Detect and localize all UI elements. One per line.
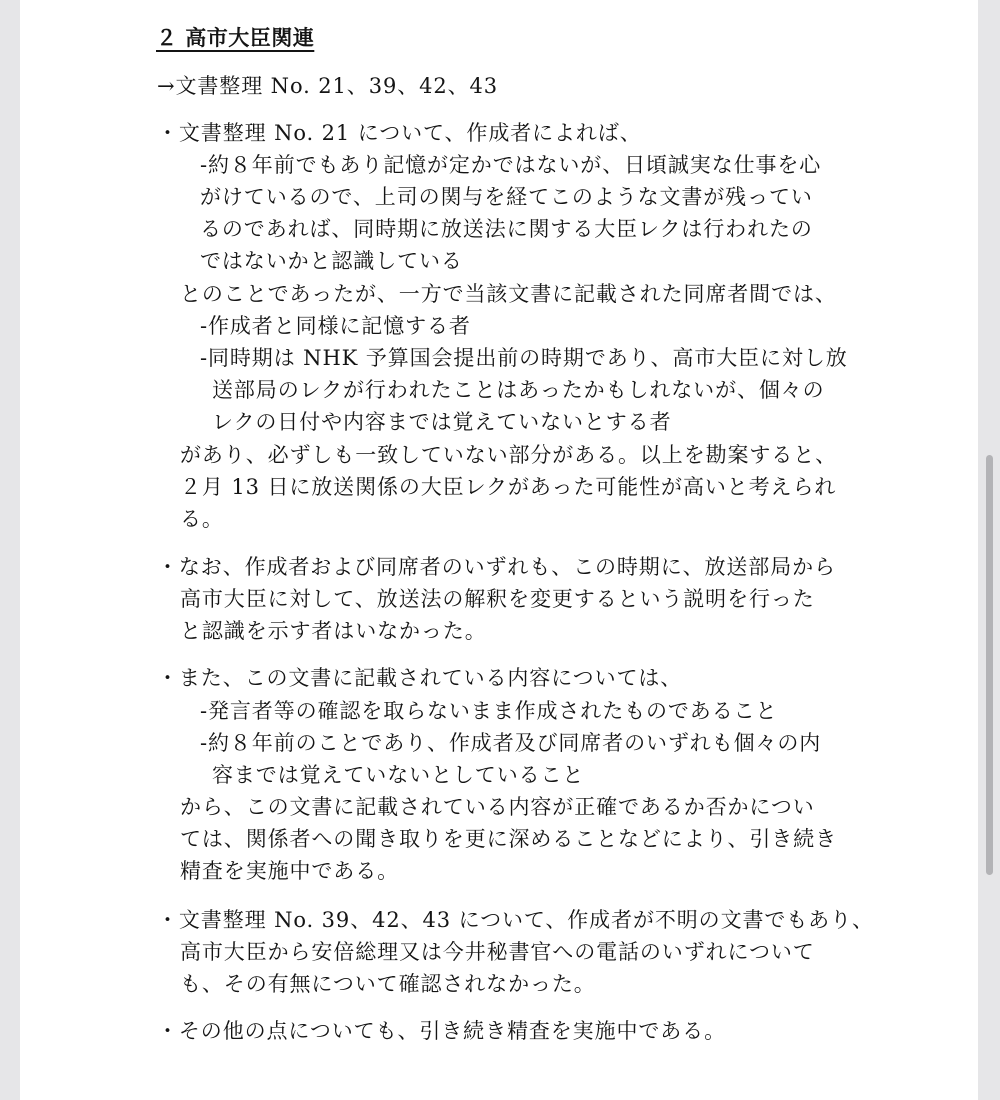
paragraph-line: と認識を示す者はいなかった。 — [180, 619, 487, 643]
paragraph-line: ・文書整理 No. 21 について、作成者によれば、 — [157, 121, 642, 145]
paragraph-line: ではないかと認識している — [200, 249, 463, 273]
paragraph-line: 精査を実施中である。 — [180, 859, 399, 883]
document-reference-line: →文書整理 No. 21、39、42、43 — [157, 74, 499, 98]
paragraph-line: -作成者と同様に記憶する者 — [200, 314, 471, 338]
paragraph-line: 高市大臣から安倍総理又は今井秘書官への電話のいずれについて — [180, 940, 815, 964]
paragraph-line: る。 — [180, 507, 224, 531]
paragraph-line: レクの日付や内容までは覚えていないとする者 — [212, 410, 672, 434]
paragraph-line: ・なお、作成者および同席者のいずれも、この時期に、放送部局から — [157, 555, 836, 579]
paragraph-line: がけているので、上司の関与を経てこのような文書が残ってい — [200, 185, 813, 209]
paragraph-line: ・その他の点についても、引き続き精査を実施中である。 — [157, 1019, 726, 1043]
paragraph-line: ・文書整理 No. 39、42、43 について、作成者が不明の文書でもあり、 — [157, 908, 874, 932]
section-heading: ２ 高市大臣関連 — [156, 26, 315, 50]
paragraph-line: ては、関係者への聞き取りを更に深めることなどにより、引き続き — [180, 827, 837, 851]
paragraph-line: ２月 13 日に放送関係の大臣レクがあった可能性が高いと考えられ — [180, 475, 837, 499]
paragraph-line: 高市大臣に対して、放送法の解釈を変更するという説明を行った — [180, 587, 815, 611]
paragraph-line: -同時期は NHK 予算国会提出前の時期であり、高市大臣に対し放 — [200, 346, 848, 370]
paragraph-line: ・また、この文書に記載されている内容については、 — [157, 666, 683, 690]
paragraph-line: -発言者等の確認を取らないまま作成されたものであること — [200, 699, 778, 723]
paragraph-line: があり、必ずしも一致していない部分がある。以上を勘案すると、 — [180, 443, 837, 467]
paragraph-line: も、その有無について確認されなかった。 — [180, 972, 596, 996]
paragraph-line: るのであれば、同時期に放送法に関する大臣レクは行われたの — [200, 217, 813, 241]
vertical-scrollbar[interactable] — [986, 455, 993, 875]
paragraph-line: から、この文書に記載されている内容が正確であるか否かについ — [180, 795, 815, 819]
paragraph-line: とのことであったが、一方で当該文書に記載された同席者間では、 — [180, 282, 837, 306]
paragraph-line: -約８年前のことであり、作成者及び同席者のいずれも個々の内 — [200, 731, 822, 755]
paragraph-line: -約８年前でもあり記憶が定かではないが、日頃誠実な仕事を心 — [200, 153, 822, 177]
paragraph-line: 容までは覚えていないとしていること — [212, 763, 585, 787]
paragraph-line: 送部局のレクが行われたことはあったかもしれないが、個々の — [212, 378, 825, 402]
